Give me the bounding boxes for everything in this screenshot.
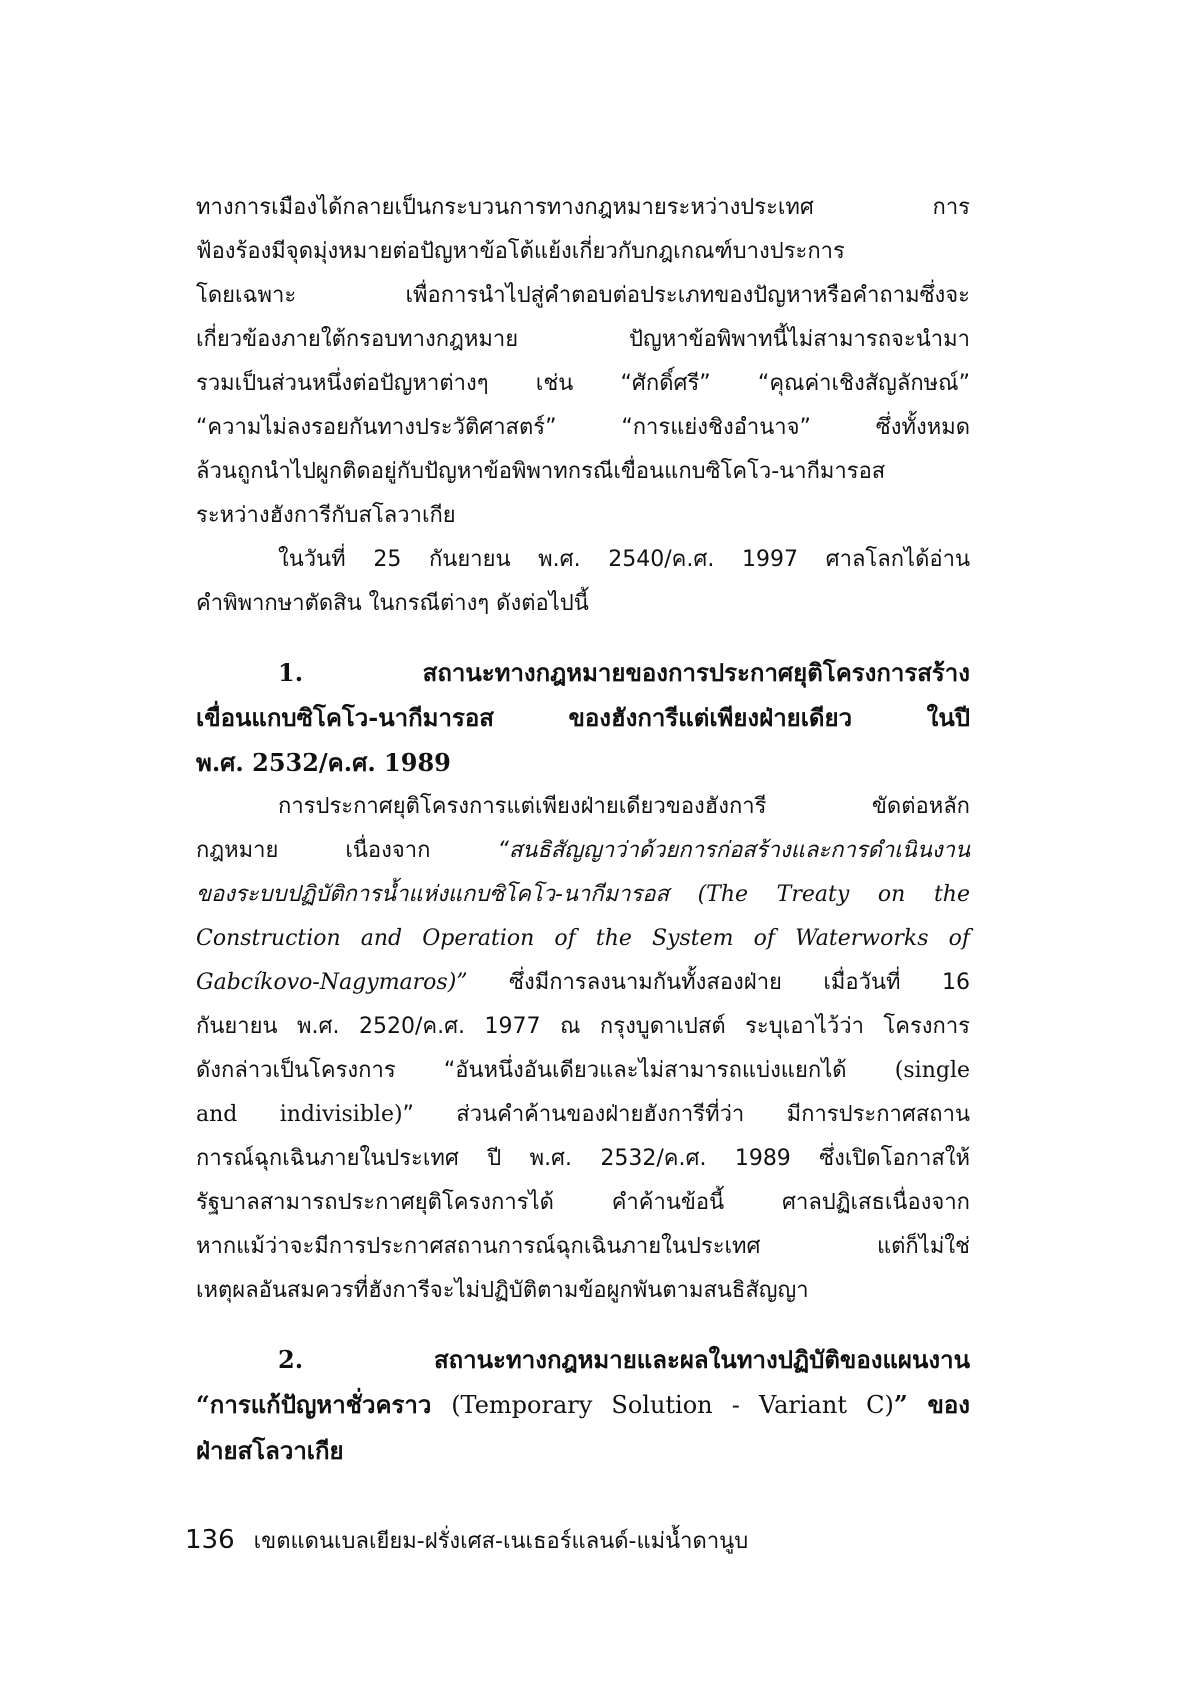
text-line: ในวันที่ 25 กันยายน พ.ศ. 2540/ค.ศ. 1997 ศาลโลกได้อ่าน [278,547,970,572]
treaty-title-text: “สนธิสัญญาว่าด้วยการก่อสร้างและการดำเนินงาน [497,838,970,863]
text-run: ดังกล่าวเป็นโครงการ “อันหนึ่งอันเดียวและไม่สามารถแบ่งแยกได้ [196,1058,895,1083]
text-run: “การแก้ปัญหาชั่วคราว [196,1390,452,1419]
treaty-title-latin: Gabcíkovo-Nagymaros)” [196,970,468,995]
latin-text: (single [894,1058,970,1083]
text-line: ทางการเมืองได้กลายเป็นกระบวนการทางกฎหมายระหว่างประเทศ การ [196,195,970,220]
treaty-title-text: ของระบบปฏิบัติการน้ำแห่งแกบซิโคโว-นากีมารอส [196,882,698,907]
heading-line: เขื่อนแกบซิโคโว-นากีมารอส ของฮังการีแต่เพียงฝ่ายเดียว ในปี [196,703,970,732]
text-line: ระหว่างฮังการีกับสโลวาเกีย [196,503,456,528]
page-footer [185,1525,748,1557]
text-line: เกี่ยวข้องภายใต้กรอบทางกฎหมาย ปัญหาข้อพิพาทนี้ไม่สามารถจะนำมา [196,327,970,352]
heading-line: 2. สถานะทางกฎหมายและผลในทางปฏิบัติของแผนงาน [278,1345,970,1374]
text-line: หากแม้ว่าจะมีการประกาศสถานการณ์ฉุกเฉินภายในประเทศ แต่ก็ไม่ใช่ [196,1234,970,1259]
paragraph-3 [196,785,970,1313]
text-run: ” ของ [893,1390,970,1419]
text-run: ” ส่วนคำค้านของฝ่ายฮังการีที่ว่า มีการประกาศสถาน [402,1102,970,1127]
text-line: การประกาศยุติโครงการแต่เพียงฝ่ายเดียวของฮังการี ขัดต่อหลัก [278,794,970,819]
section-heading-1 [196,650,970,785]
heading-line: 1. สถานะทางกฎหมายของการประกาศยุติโครงการสร้าง [278,658,970,687]
text-line: เหตุผลอันสมควรที่ฮังการีจะไม่ปฏิบัติตามข้อผูกพันตามสนธิสัญญา [196,1278,809,1303]
text-line [196,1049,970,1093]
paragraph-2 [196,538,970,626]
text-line: รวมเป็นส่วนหนึ่งต่อปัญหาต่างๆ เช่น “ศักดิ์ศรี” “คุณค่าเชิงสัญลักษณ์” [196,371,970,396]
text-line: การณ์ฉุกเฉินภายในประเทศ ปี พ.ศ. 2532/ค.ศ. 1989 ซึ่งเปิดโอกาสให้ [196,1146,970,1171]
text-line: ล้วนถูกนำไปผูกติดอยู่กับปัญหาข้อพิพาทกรณีเขื่อนแกบซิโคโว-นากีมารอส [196,459,886,484]
latin-text: and indivisible) [196,1102,403,1127]
treaty-title-latin: Construction and Operation of the System of Waterworks of [196,926,970,951]
text-run: ซึ่งมีการลงนามกันทั้งสองฝ่าย เมื่อวันที่ 16 [467,970,970,995]
text-line: รัฐบาลสามารถประกาศยุติโครงการได้ คำค้านข้อนี้ ศาลปฏิเสธเนื่องจาก [196,1190,970,1215]
text-line [196,1093,970,1137]
text-line: คำพิพากษาตัดสิน ในกรณีต่างๆ ดังต่อไปนี้ [196,591,589,616]
text-line [196,873,970,917]
text-line: กันยายน พ.ศ. 2520/ค.ศ. 1977 ณ กรุงบูดาเปสต์ ระบุเอาไว้ว่า โครงการ [196,1014,970,1039]
running-title: เขตแดนเบลเยียม-ฝรั่งเศส-เนเธอร์แลนด์-แม่น้ำดานูบ [253,1529,749,1554]
paragraph-1 [196,186,970,538]
text-line: “ความไม่ลงรอยกันทางประวัติศาสตร์” “การแย่งชิงอำนาจ” ซึ่งทั้งหมด [196,415,970,440]
heading-line: ฝ่ายสโลวาเกีย [196,1436,344,1465]
text-run: กฎหมาย เนื่องจาก [196,838,498,863]
text-line [196,961,970,1005]
latin-text: (Temporary Solution - Variant C) [451,1391,894,1419]
heading-line: พ.ศ. 2532/ค.ศ. 1989 [196,748,451,777]
page-body [196,186,970,1473]
section-heading-2 [196,1337,970,1473]
text-line [196,829,970,873]
text-line: โดยเฉพาะ เพื่อการนำไปสู่คำตอบต่อประเภทของปัญหาหรือคำถามซึ่งจะ [196,283,970,308]
treaty-title-latin: (The Treaty on the [697,882,970,907]
text-line: ฟ้องร้องมีจุดมุ่งหมายต่อปัญหาข้อโต้แย้งเกี่ยวกับกฎเกณฑ์บางประการ [196,239,845,264]
heading-line [196,1382,970,1428]
page-number: 136 [185,1525,235,1555]
